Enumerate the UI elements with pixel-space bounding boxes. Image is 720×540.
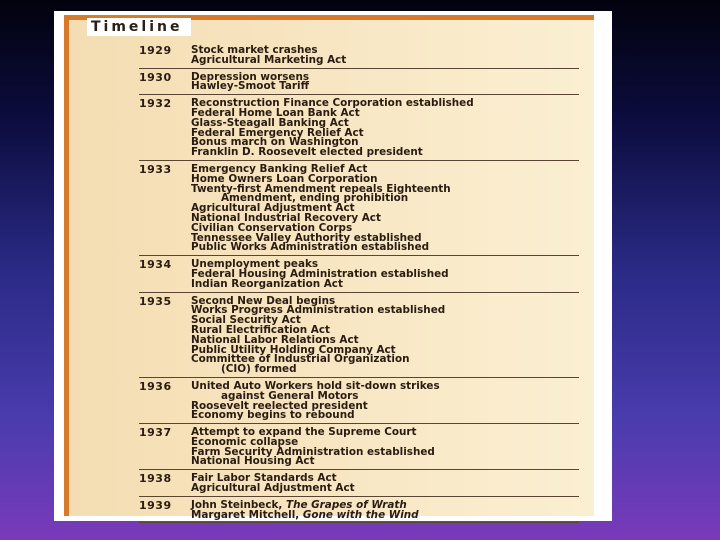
event-item: Amendment, ending prohibition (221, 192, 409, 205)
year-label: 1939 (139, 498, 172, 512)
event-list (191, 428, 579, 467)
event-list (191, 70, 579, 93)
year-block (139, 473, 579, 497)
event-author: John Steinbeck, (191, 498, 286, 511)
event-book-title: Gone with the Wind (302, 508, 419, 521)
year-block (139, 164, 579, 256)
event-list (191, 260, 579, 289)
event-list (191, 498, 579, 521)
year-label: 1930 (139, 70, 172, 84)
event-item: National Industrial Recovery Act (191, 211, 381, 224)
year-label: 1933 (139, 162, 172, 176)
event-item: Emergency Banking Relief Act (191, 162, 368, 175)
year-label: 1935 (139, 294, 172, 308)
year-block (139, 500, 579, 524)
year-label: 1929 (139, 44, 172, 57)
year-block (139, 45, 579, 69)
event-item: against General Motors (221, 389, 359, 402)
event-item: Hawley-Smoot Tariff (191, 80, 310, 93)
event-item: Attempt to expand the Supreme Court (191, 426, 417, 439)
timeline-panel (64, 15, 594, 521)
event-item: National Housing Act (191, 455, 315, 468)
event-item: Economy begins to rebound (191, 409, 355, 422)
event-item: Civilian Conservation Corps (191, 221, 353, 234)
timeline-list (139, 45, 579, 526)
event-item: Unemployment peaks (191, 258, 319, 271)
event-list (191, 294, 579, 376)
year-block (139, 381, 579, 424)
event-item: Second New Deal begins (191, 294, 336, 307)
event-list (191, 162, 579, 254)
event-item: Depression worsens (191, 70, 310, 83)
year-label: 1936 (139, 379, 172, 393)
event-list (191, 474, 579, 494)
event-item: Committee of Industrial Organization (191, 353, 410, 366)
event-list (191, 99, 579, 158)
event-item: Public Utility Holding Company Act (191, 343, 396, 356)
event-list (191, 379, 579, 422)
event-item: Fair Labor Standards Act (191, 472, 337, 485)
event-item: Federal Home Loan Bank Act (191, 106, 360, 119)
year-block (139, 296, 579, 378)
event-item: Home Owners Loan Corporation (191, 172, 378, 185)
event-item: United Auto Workers hold sit-down strikes (191, 379, 440, 392)
event-item: Works Progress Administration established (191, 304, 446, 317)
event-author: Margaret Mitchell, (191, 508, 303, 521)
event-item: Glass-Steagall Banking Act (191, 116, 349, 129)
event-item: Farm Security Administration established (191, 445, 435, 458)
event-item: Franklin D. Roosevelt elected president (191, 146, 423, 159)
event-item: Public Works Administration established (191, 241, 430, 254)
event-item (191, 508, 579, 521)
event-item: Rural Electrification Act (191, 323, 330, 336)
event-item: (CIO) formed (221, 363, 297, 376)
event-item: Social Security Act (191, 314, 301, 327)
event-item: Stock market crashes (191, 44, 318, 56)
year-label: 1938 (139, 472, 172, 486)
event-list (191, 46, 579, 66)
event-item: Roosevelt reelected president (191, 399, 368, 412)
event-item: Agricultural Adjustment Act (191, 202, 355, 215)
event-item: Bonus march on Washington (191, 136, 359, 149)
year-block (139, 259, 579, 292)
event-item: Twenty-first Amendment repeals Eighteenth (191, 182, 451, 195)
event-item: Agricultural Adjustment Act (191, 482, 355, 495)
year-label: 1937 (139, 426, 172, 440)
event-book-title: The Grapes of Wrath (286, 498, 407, 511)
event-item: Economic collapse (191, 435, 299, 448)
event-item: Reconstruction Finance Corporation established (191, 97, 474, 110)
year-block (139, 427, 579, 470)
event-item: Federal Housing Administration established (191, 267, 449, 280)
timeline-title: Timeline (87, 18, 191, 36)
event-item: Federal Emergency Relief Act (191, 126, 364, 139)
event-item: National Labor Relations Act (191, 333, 359, 346)
year-label: 1932 (139, 97, 172, 111)
year-label: 1934 (139, 258, 172, 272)
event-item: Tennessee Valley Authority established (191, 231, 422, 244)
year-block (139, 98, 579, 161)
event-item: Indian Reorganization Act (191, 277, 343, 290)
year-block (139, 72, 579, 96)
event-item: Agricultural Marketing Act (191, 53, 347, 66)
